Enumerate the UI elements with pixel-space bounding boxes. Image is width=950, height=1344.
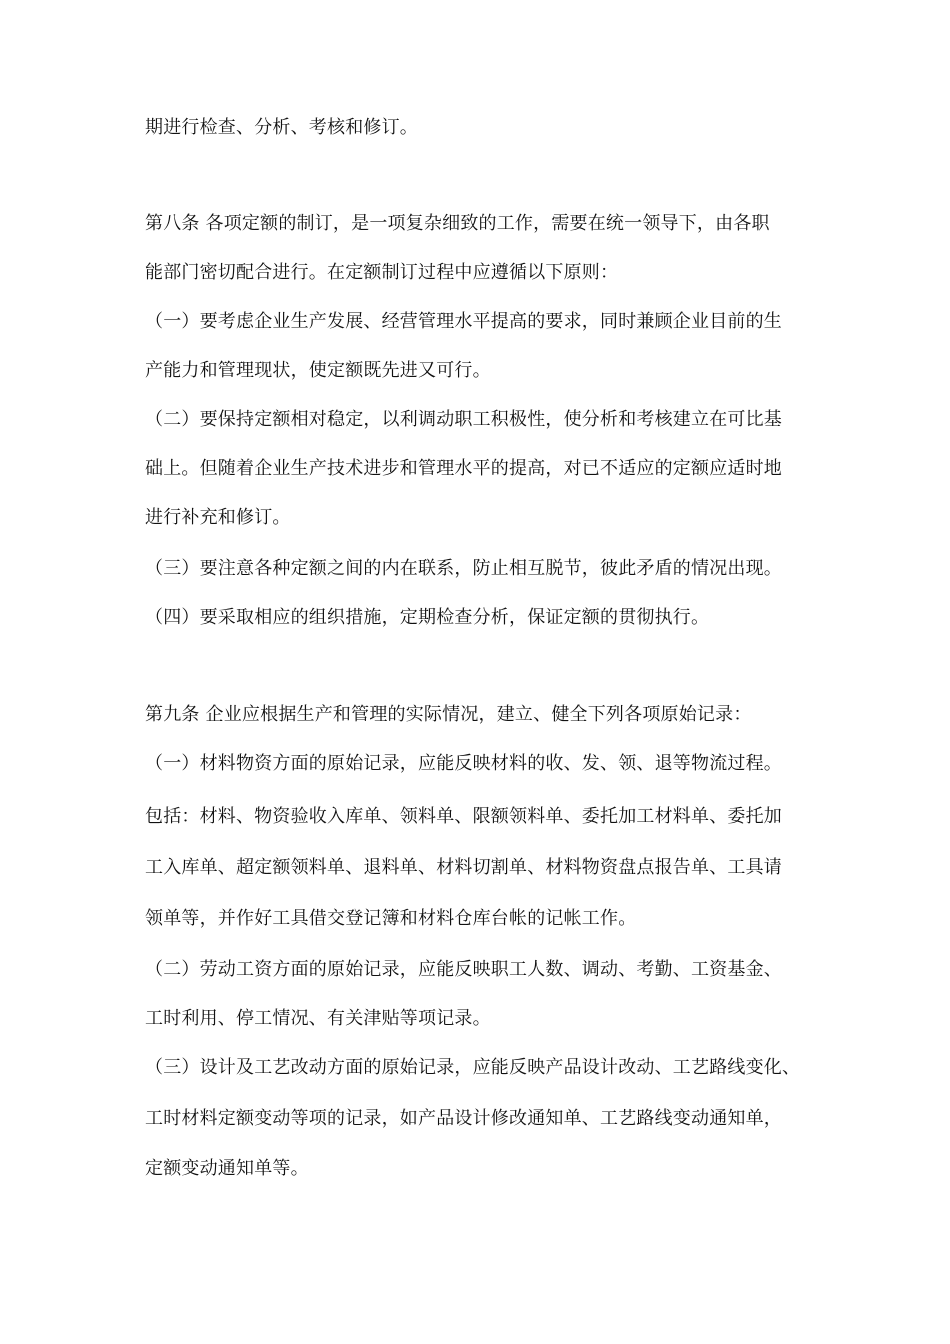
- principle-2-line: （二）要保持定额相对稳定，以利调动职工积极性，使分析和考核建立在可比基: [145, 409, 782, 430]
- text-line: 础上。但随着企业生产技术进步和管理水平的提高，对已不适应的定额应适时地: [145, 458, 782, 479]
- article-9-heading-line: 第九条 企业应根据生产和管理的实际情况，建立、健全下列各项原始记录：: [145, 704, 752, 725]
- text-line: 工入库单、超定额领料单、退料单、材料切割单、材料物资盘点报告单、工具请: [145, 857, 782, 878]
- text-line: 能部门密切配合进行。在定额制订过程中应遵循以下原则：: [145, 262, 619, 283]
- record-2-line: （二）劳动工资方面的原始记录，应能反映职工人数、调动、考勤、工资基金、: [145, 959, 782, 980]
- record-1-line: （一）材料物资方面的原始记录，应能反映材料的收、发、领、退等物流过程。: [145, 753, 782, 774]
- text-line: 期进行检查、分析、考核和修订。: [145, 117, 418, 138]
- text-line: 定额变动通知单等。: [145, 1158, 309, 1179]
- principle-4-line: （四）要采取相应的组织措施，定期检查分析，保证定额的贯彻执行。: [145, 607, 710, 628]
- record-3-line: （三）设计及工艺改动方面的原始记录，应能反映产品设计改动、工艺路线变化、: [145, 1057, 801, 1078]
- text-line: 领单等，并作好工具借交登记簿和材料仓库台帐的记帐工作。: [145, 908, 637, 929]
- text-line: 产能力和管理现状，使定额既先进又可行。: [145, 360, 491, 381]
- text-line: 工时利用、停工情况、有关津贴等项记录。: [145, 1008, 491, 1029]
- principle-1-line: （一）要考虑企业生产发展、经营管理水平提高的要求，同时兼顾企业目前的生: [145, 311, 782, 332]
- text-line: 进行补充和修订。: [145, 507, 291, 528]
- article-8-heading-line: 第八条 各项定额的制订，是一项复杂细致的工作，需要在统一领导下，由各职: [145, 213, 770, 234]
- text-line: 包括：材料、物资验收入库单、领料单、限额领料单、委托加工材料单、委托加: [145, 806, 782, 827]
- text-line: 工时材料定额变动等项的记录，如产品设计修改通知单、工艺路线变动通知单，: [145, 1108, 782, 1129]
- principle-3-line: （三）要注意各种定额之间的内在联系，防止相互脱节，彼此矛盾的情况出现。: [145, 558, 782, 579]
